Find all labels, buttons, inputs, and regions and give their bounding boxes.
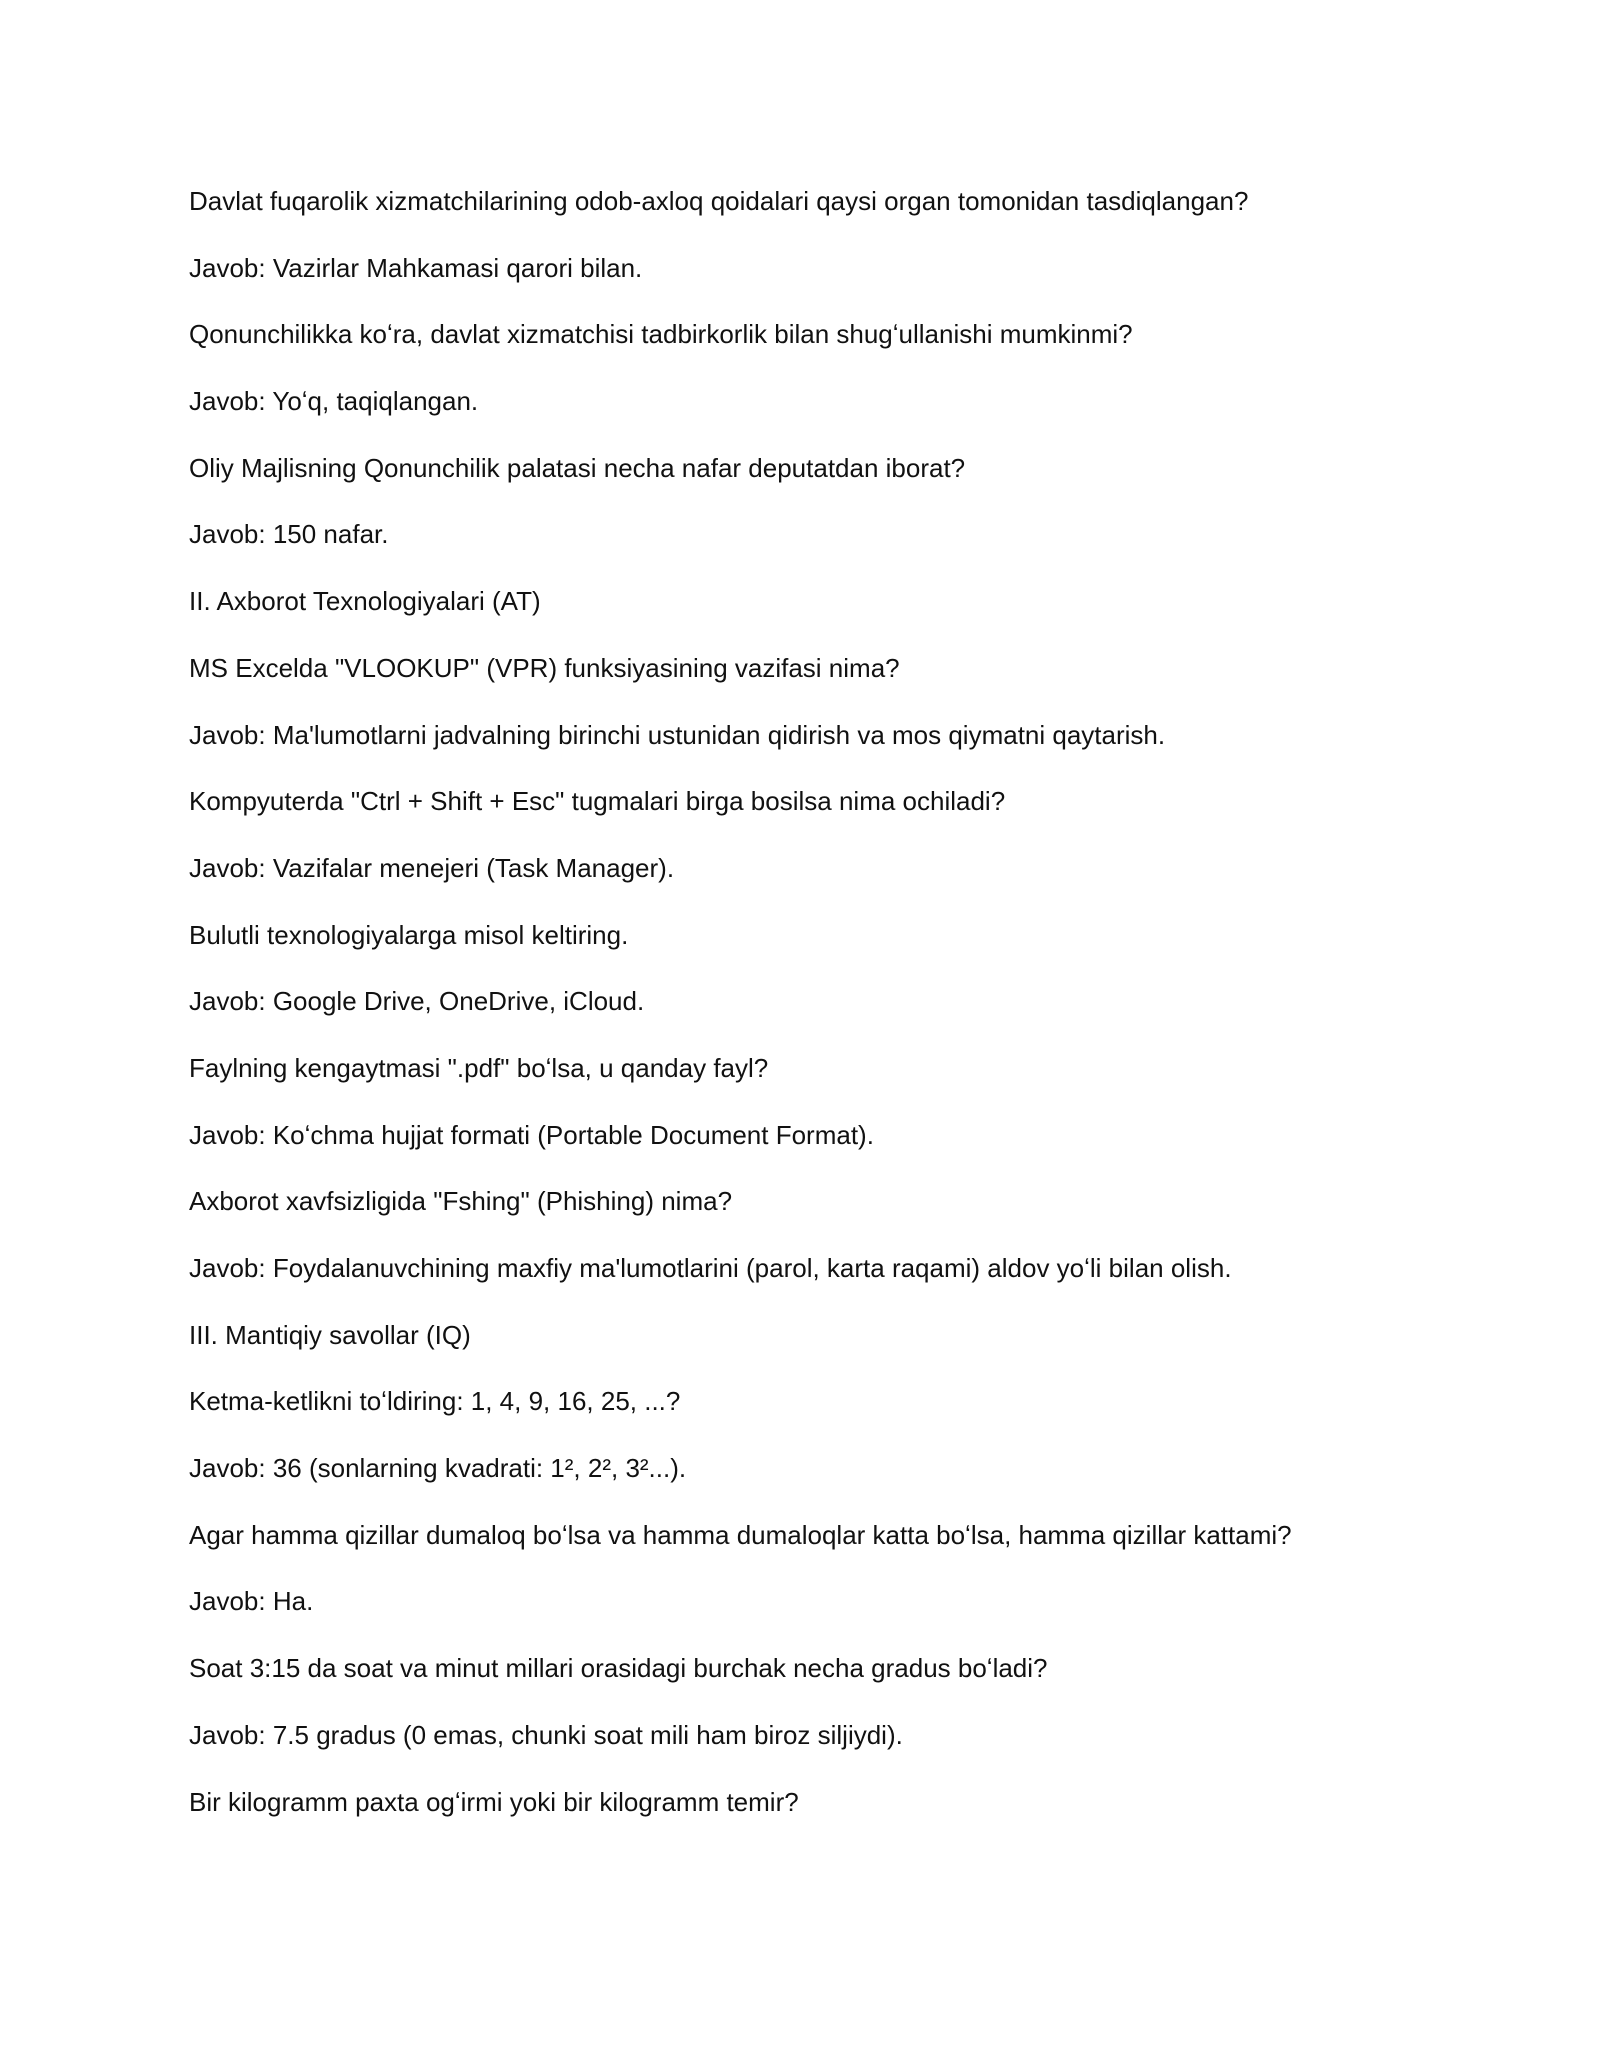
- answer-text: Javob: 150 nafar.: [189, 519, 389, 550]
- question-text: Agar hamma qizillar dumaloq boʻlsa va hamma dumaloqlar katta boʻlsa, hamma qizillar kattami?: [189, 1519, 1292, 1550]
- answer-text: Javob: Ma'lumotlarni jadvalning birinchi ustunidan qidirish va mos qiymatni qaytarish.: [189, 719, 1166, 750]
- answer-text: Javob: Vazirlar Mahkamasi qarori bilan.: [189, 252, 643, 283]
- answer-text: Javob: Foydalanuvchining maxfiy ma'lumotlarini (parol, karta raqami) aldov yoʻli bilan olish.: [189, 1253, 1232, 1283]
- answer-text: Javob: Koʻchma hujjat formati (Portable Document Format).: [189, 1119, 874, 1150]
- question-text: MS Excelda "VLOOKUP" (VPR) funksiyasining vazifasi nima?: [189, 652, 900, 683]
- answer-text: Javob: Google Drive, OneDrive, iCloud.: [189, 986, 645, 1017]
- section-heading: II. Axborot Texnologiyalari (AT): [189, 586, 541, 617]
- question-text: Faylning kengaytmasi ".pdf" boʻlsa, u qanday fayl?: [189, 1052, 769, 1083]
- question-text: Qonunchilikka koʻra, davlat xizmatchisi tadbirkorlik bilan shugʻullanishi mumkinmi?: [189, 319, 1133, 350]
- question-text: Oliy Majlisning Qonunchilik palatasi necha nafar deputatdan iborat?: [189, 452, 966, 483]
- answer-text: Javob: Ha.: [189, 1586, 314, 1617]
- question-text: Ketma-ketlikni toʻldiring: 1, 4, 9, 16, 25, ...?: [189, 1386, 681, 1417]
- answer-text: Javob: Vazifalar menejeri (Task Manager).: [189, 852, 675, 883]
- document-body: [189, 185, 1419, 1852]
- answer-text: Javob: 7.5 gradus (0 emas, chunki soat mili ham biroz siljiydi).: [189, 1719, 903, 1750]
- question-text: Bulutli texnologiyalarga misol keltiring.: [189, 919, 629, 950]
- question-text: Kompyuterda "Ctrl + Shift + Esc" tugmalari birga bosilsa nima ochiladi?: [189, 786, 1006, 817]
- question-text: Davlat fuqarolik xizmatchilarining odob-axloq qoidalari qaysi organ tomonidan tasdiqlangan?: [189, 186, 1249, 216]
- section-heading: III. Mantiqiy savollar (IQ): [189, 1319, 471, 1350]
- question-text: Axborot xavfsizligida "Fshing" (Phishing) nima?: [189, 1186, 733, 1217]
- answer-text: Javob: 36 (sonlarning kvadrati: 1², 2², 3²...).: [189, 1453, 687, 1484]
- question-text: Soat 3:15 da soat va minut millari orasidagi burchak necha gradus boʻladi?: [189, 1653, 1048, 1684]
- question-text: Bir kilogramm paxta ogʻirmi yoki bir kilogramm temir?: [189, 1786, 799, 1817]
- answer-text: Javob: Yoʻq, taqiqlangan.: [189, 386, 479, 417]
